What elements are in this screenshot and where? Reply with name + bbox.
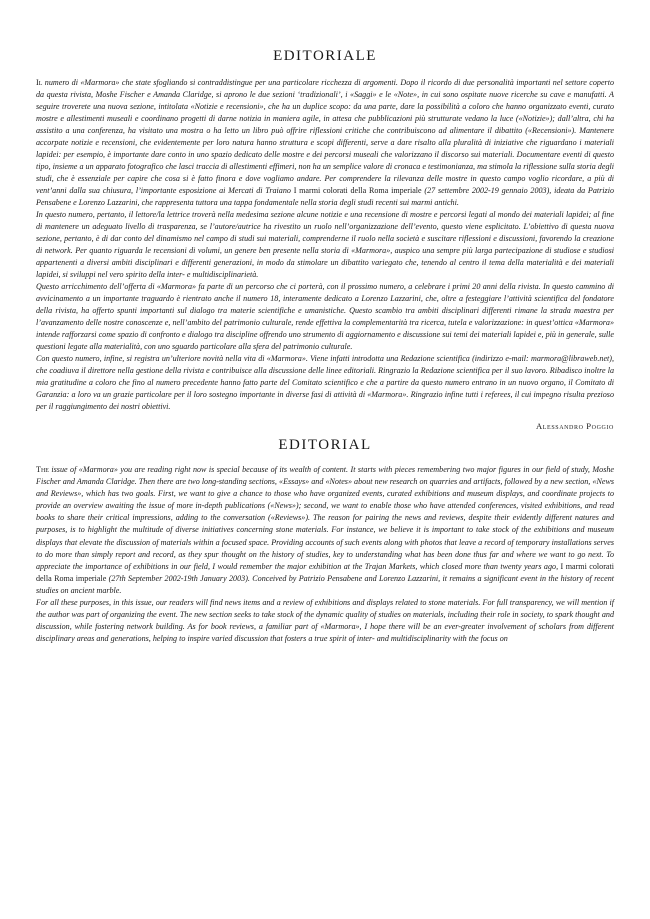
italian-paragraph-2: In questo numero, pertanto, il lettore/la lettrice troverà nella medesima sezione alcune notizie e una recensione di mostre e percorsi legati al mondo dei materiali lapidei; al fine di mantenere un adeguato livello di trasparenza, se l’autore/autrice ha rivestito un ruolo nell’organizzazione dell’evento, questo viene esplicitato. L’obiettivo di questa nuova sezione, pertanto, è di dar conto del dinamismo nel campo di studi sui materiali, comprenderne il ruolo nella società e suscitare riflessioni e discussioni, favorendo la creazione di network. Per quanto riguarda le recensioni di volumi, un genere ben presente nella storia di «Marmora», auspico una sempre più larga partecipazione di studiose e studiosi appartenenti a diversi ambiti disciplinari e differenti generazioni, in modo da stimolare un dibattito variegato che, tenendo al centro il tema della materialità e dei materiali lapidei, si sviluppi nel vero spirito della inter- e multidisciplinarietà.: [36, 210, 614, 279]
exhibition-title: I marmi colorati della Roma imperiale: [36, 561, 614, 583]
editorial-page: [36, 48, 614, 645]
lead-word: The: [36, 465, 49, 474]
italian-body: [36, 77, 614, 413]
english-paragraph-2: For all these purposes, in this issue, our readers will find news items and a review of exhibitions and displays related to stone materials. For full transparency, we will mention if the author was part of organizing the event. The new section seeks to take stock of the dynamic quality of studies on materials, including their role in society, to spark thought and discussion, while fostering network building. As for book reviews, a familiar part of «Marmora», I hope there will be an ever-greater involvement of scholars from different disciplinary areas and generations, helping to inspire varied discussion that fosters a true spirit of inter- and multidisciplinarity with the focus on: [36, 598, 614, 644]
author-signature: Alessandro Poggio: [535, 421, 614, 431]
english-body: [36, 464, 614, 645]
italian-paragraph-1: [36, 77, 614, 209]
paragraph-text: (27 settembre 2002-19 gennaio 2003), ideata da Patrizio Pensabene e Lorenzo Lazzarini, che rappresenta tuttora una tappa fondamentale nella storia degli studi recenti sui marmi antichi.: [36, 186, 614, 207]
italian-title: EDITORIALE: [273, 48, 377, 64]
paragraph-text: (27th September 2002-19th January 2003). Conceived by Patrizio Pensabene and Lorenzo Lazzarini, it remains a significant event in the history of recent studies on ancient marble.: [36, 573, 614, 595]
english-title: EDITORIAL: [278, 437, 372, 453]
paragraph-text: numero di «Marmora» che state sfogliando si contraddistingue per una particolare ricchezza di argomenti. Dopo il ricordo di due personalità importanti nel settore coperto da questa rivista, Moshe Fischer e Amanda Claridge, si aprono le due sezioni ‘tradizionali’, i «Saggi» e le «Note», in cui sono ospitate nuove ricerche su cave e manufatti. A seguire troverete una nuova sezione, intitolata «Notizie e recensioni», che ha un duplice scopo: da una parte, dare la possibilità a coloro che hanno organizzato eventi, curato mostre e allestimenti museali e coordinano progetti di darne notizia in maniera agile, in attesa che pubblicazioni più strutturate vedano la luce («Notizie»); dall’altra, chi ha assistito a una conferenza, ha visitato una mostra o ha letto un libro può offrire riflessioni critiche che contribuiscono ad alimentare il dibattito («Recensioni»). Mantenere accorpate notizie e recensioni, che evidentemente per loro natura hanno struttura e scopi differenti, serve a dare risalto alla pluralità di iniziative che riguardano i materiali lapidei: per esempio, è importante dare conto in uno spazio dedicato delle mostre e dei percorsi museali che valorizzano il discorso sui materiali. Documentare eventi di questo tipo, insieme a un apparato fotografico che lasci traccia di allestimenti effimeri, non ha un semplice valore di cronaca e testimonianza, ma stimola la riflessione sulla storia degli studi, che è essenziale per capire che cosa si è fatto finora e dove vogliamo andare. Per comprendere la rilevanza delle mostre in questo campo voglio ricordare, a più di vent’anni dalla sua chiusura, l’importante esposizione ai Mercati di Traiano: [36, 78, 614, 195]
paragraph-text: issue of «Marmora» you are reading right now is special because of its wealth of content. It starts with pieces remembering two major figures in our field of study, Moshe Fischer and Amanda Claridge. Then there are two long-standing sections, «Essays» and «Notes» about new research on quarries and artifacts, followed by a new section, «News and Reviews», which has two goals. First, we want to give a chance to those who have organized events, curated exhibitions and museum displays, and coordinate projects to provide an overview awaiting the issue of more in-depth publications («News»); second, we want to enable those who have attended conferences, visited exhibitions, and read books to share their critical impressions, adding to the conversation («Reviews»). The reason for pairing the news and reviews, despite their evidently different natures and purposes, is to highlight the multitude of diverse initiatives concerning stone materials. For instance, we believe it is important to take stock of the exhibitions and museum displays that elevate the discussion of materials within a focused space. Providing accounts of such events along with photos that leave a record of temporary installations serves to do more than simply report and record, as they spur thought on the history of studies, key to understanding what has been done thus far and where we want to go next. To appreciate the importance of exhibitions in our field, I would remember the major exhibition at the Trajan Markets, which closed more than twenty years ago,: [36, 465, 614, 571]
italian-paragraph-3: Questo arricchimento dell’offerta di «Marmora» fa parte di un percorso che ci porterà, con il prossimo numero, a celebrare i primi 20 anni della rivista. In questo cammino di avvicinamento a un importante traguardo è rientrato anche il numero 18, interamente dedicato a Lorenzo Lazzarini, che, oltre a festeggiare l’attività scientifica del fondatore della rivista, ha offerto spunti importanti sul dialogo tra materie scientifiche e umanistiche. Questo scambio tra ambiti disciplinari differenti rimane la strada maestra per l’avanzamento delle nostre conoscenze e, nell’ambito del patrimonio culturale, rende effettiva la complementarità tra ricerca, tutela e valorizzazione: in quest’ottica «Marmora» intende rafforzarsi come spazio di confronto e dialogo tra discipline offrendo uno strumento di aggiornamento e discussione sui temi dei materiali lapidei e, più in generale, sulle questioni legate alla materialità, con uno sguardo particolare alla sfera del patrimonio culturale.: [36, 282, 614, 351]
english-paragraph-1: [36, 464, 614, 597]
italian-paragraph-4: Con questo numero, infine, si registra un’ulteriore novità nella vita di «Marmora». Viene infatti introdotta una Redazione scientifica (indirizzo e-mail: marmora@libraweb.net), che coadiuva il direttore nella gestione della rivista e contribuisce alla discussione delle linee editoriali. Ringrazio la Redazione scientifica per il suo lavoro. Ribadisco inoltre la mia gratitudine a coloro che fino al numero precedente hanno fatto parte del Comitato scientifico e che a partire da questo numero entrano in un nuovo organo, il Comitato di Garanzia: a loro va un grazie particolare per il loro sostegno importante in diverse fasi di attività di «Marmora». Ringrazio infine tutti i referees, il cui impegno risulta prezioso per il raggiungimento dei nostri obiettivi.: [36, 354, 614, 411]
lead-word: Il: [36, 78, 43, 87]
exhibition-title: I marmi colorati della Roma imperiale: [293, 186, 422, 195]
